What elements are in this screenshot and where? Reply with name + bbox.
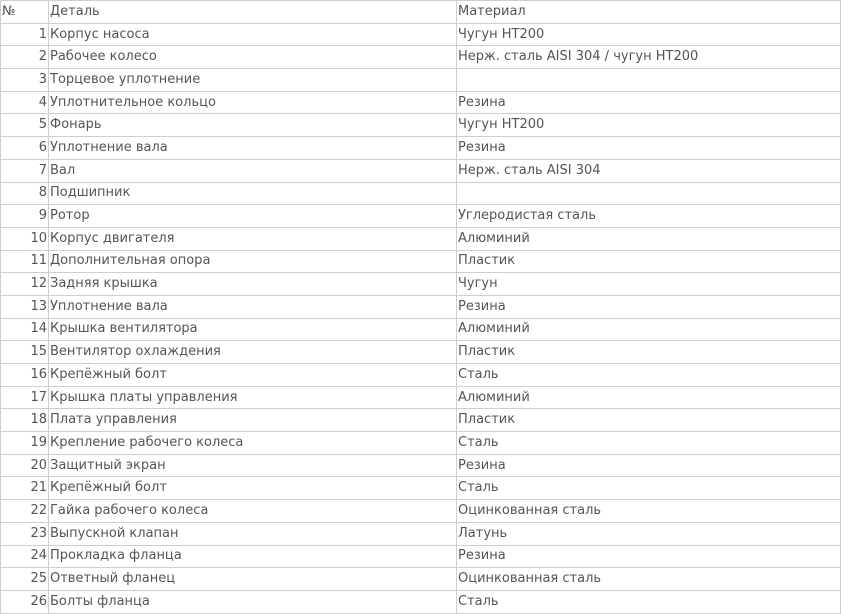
row-material: Оцинкованная сталь bbox=[457, 500, 841, 523]
table-row bbox=[1, 159, 841, 182]
row-material: Резина bbox=[457, 91, 841, 114]
row-material: Оцинкованная сталь bbox=[457, 568, 841, 591]
row-part: Фонарь bbox=[49, 114, 457, 137]
row-number: 14 bbox=[1, 318, 49, 341]
table-row bbox=[1, 568, 841, 591]
row-material: Нерж. сталь AISI 304 bbox=[457, 159, 841, 182]
table-row bbox=[1, 364, 841, 387]
row-material: Нерж. сталь AISI 304 / чугун HT200 bbox=[457, 46, 841, 69]
row-number: 4 bbox=[1, 91, 49, 114]
row-part: Выпускной клапан bbox=[49, 522, 457, 545]
table-row bbox=[1, 273, 841, 296]
row-number: 15 bbox=[1, 341, 49, 364]
row-number: 18 bbox=[1, 409, 49, 432]
row-material: Углеродистая сталь bbox=[457, 205, 841, 228]
table-row bbox=[1, 295, 841, 318]
row-number: 12 bbox=[1, 273, 49, 296]
row-material: Сталь bbox=[457, 477, 841, 500]
row-number: 1 bbox=[1, 23, 49, 46]
row-material: Пластик bbox=[457, 250, 841, 273]
row-number: 7 bbox=[1, 159, 49, 182]
row-material: Алюминий bbox=[457, 227, 841, 250]
row-number: 10 bbox=[1, 227, 49, 250]
row-material: Алюминий bbox=[457, 318, 841, 341]
table-row bbox=[1, 250, 841, 273]
row-part: Защитный экран bbox=[49, 454, 457, 477]
table-row bbox=[1, 205, 841, 228]
row-material: Алюминий bbox=[457, 386, 841, 409]
table-row bbox=[1, 341, 841, 364]
table-row bbox=[1, 318, 841, 341]
table-row bbox=[1, 477, 841, 500]
row-part: Дополнительная опора bbox=[49, 250, 457, 273]
row-number: 13 bbox=[1, 295, 49, 318]
row-material: Латунь bbox=[457, 522, 841, 545]
row-material bbox=[457, 69, 841, 92]
row-part: Крепление рабочего колеса bbox=[49, 432, 457, 455]
row-part: Рабочее колесо bbox=[49, 46, 457, 69]
row-material: Сталь bbox=[457, 364, 841, 387]
table-row bbox=[1, 409, 841, 432]
row-number: 22 bbox=[1, 500, 49, 523]
header-part: Деталь bbox=[49, 1, 457, 24]
row-number: 25 bbox=[1, 568, 49, 591]
row-number: 6 bbox=[1, 137, 49, 160]
row-number: 8 bbox=[1, 182, 49, 205]
row-material: Пластик bbox=[457, 409, 841, 432]
row-material: Сталь bbox=[457, 432, 841, 455]
row-number: 21 bbox=[1, 477, 49, 500]
row-part: Корпус насоса bbox=[49, 23, 457, 46]
table-row bbox=[1, 545, 841, 568]
row-material: Резина bbox=[457, 137, 841, 160]
row-material: Сталь bbox=[457, 590, 841, 613]
row-number: 20 bbox=[1, 454, 49, 477]
row-part: Ротор bbox=[49, 205, 457, 228]
table-body bbox=[1, 23, 841, 613]
row-material: Пластик bbox=[457, 341, 841, 364]
row-part: Прокладка фланца bbox=[49, 545, 457, 568]
table-row bbox=[1, 137, 841, 160]
row-part: Вал bbox=[49, 159, 457, 182]
table-row bbox=[1, 227, 841, 250]
row-part: Ответный фланец bbox=[49, 568, 457, 591]
row-number: 3 bbox=[1, 69, 49, 92]
row-material bbox=[457, 182, 841, 205]
table-row bbox=[1, 522, 841, 545]
row-part: Подшипник bbox=[49, 182, 457, 205]
table-row bbox=[1, 590, 841, 613]
row-part: Задняя крышка bbox=[49, 273, 457, 296]
row-material: Резина bbox=[457, 295, 841, 318]
table-row bbox=[1, 432, 841, 455]
row-part: Крышка платы управления bbox=[49, 386, 457, 409]
table-row bbox=[1, 69, 841, 92]
row-number: 24 bbox=[1, 545, 49, 568]
row-part: Плата управления bbox=[49, 409, 457, 432]
row-number: 5 bbox=[1, 114, 49, 137]
table-header-row bbox=[1, 1, 841, 24]
row-part: Уплотнение вала bbox=[49, 295, 457, 318]
table-row bbox=[1, 182, 841, 205]
row-material: Резина bbox=[457, 454, 841, 477]
table-row bbox=[1, 386, 841, 409]
row-material: Чугун HT200 bbox=[457, 114, 841, 137]
row-part: Гайка рабочего колеса bbox=[49, 500, 457, 523]
row-number: 9 bbox=[1, 205, 49, 228]
row-part: Крепёжный болт bbox=[49, 364, 457, 387]
row-part: Корпус двигателя bbox=[49, 227, 457, 250]
header-number: № bbox=[1, 1, 49, 24]
row-part: Уплотнение вала bbox=[49, 137, 457, 160]
row-part: Вентилятор охлаждения bbox=[49, 341, 457, 364]
row-part: Крышка вентилятора bbox=[49, 318, 457, 341]
row-part: Торцевое уплотнение bbox=[49, 69, 457, 92]
row-number: 26 bbox=[1, 590, 49, 613]
row-part: Уплотнительное кольцо bbox=[49, 91, 457, 114]
row-material: Чугун bbox=[457, 273, 841, 296]
row-number: 16 bbox=[1, 364, 49, 387]
table-row bbox=[1, 91, 841, 114]
table-row bbox=[1, 500, 841, 523]
row-part: Болты фланца bbox=[49, 590, 457, 613]
row-material: Чугун HT200 bbox=[457, 23, 841, 46]
row-material: Резина bbox=[457, 545, 841, 568]
row-number: 19 bbox=[1, 432, 49, 455]
row-part: Крепёжный болт bbox=[49, 477, 457, 500]
table-row bbox=[1, 454, 841, 477]
row-number: 23 bbox=[1, 522, 49, 545]
row-number: 2 bbox=[1, 46, 49, 69]
table-row bbox=[1, 46, 841, 69]
table-row bbox=[1, 23, 841, 46]
row-number: 17 bbox=[1, 386, 49, 409]
table-row bbox=[1, 114, 841, 137]
header-material: Материал bbox=[457, 1, 841, 24]
row-number: 11 bbox=[1, 250, 49, 273]
